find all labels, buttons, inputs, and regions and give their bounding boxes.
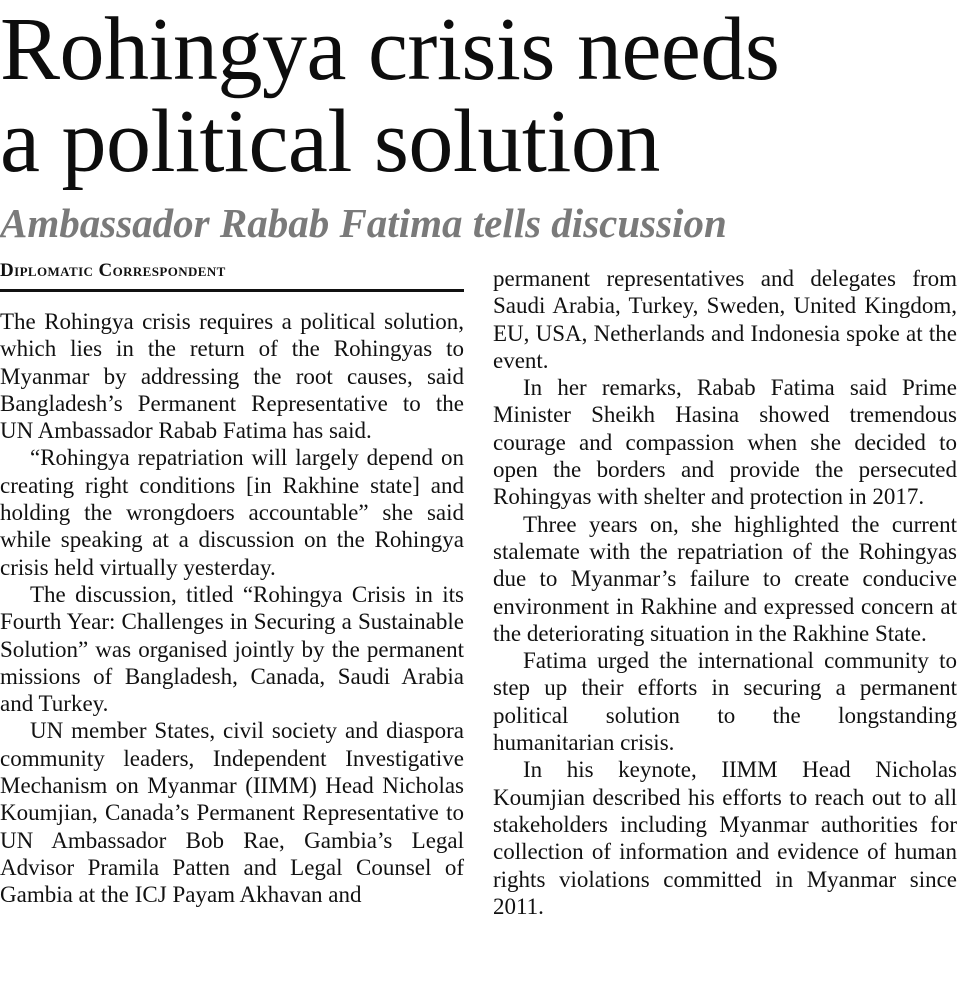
paragraph: “Rohingya repatriation will largely depend on creating right conditions [in Rakhine state] and holding the wrongdoers accountable” she said while speaking at a discussion on the Rohingya crisis held virtually yesterday. [0, 445, 464, 580]
article-column-left [0, 308, 464, 909]
paragraph: permanent representatives and delegates from Saudi Arabia, Turkey, Sweden, United Kingdom, EU, USA, Netherlands and Indonesia spoke at the event. [493, 266, 957, 373]
paragraph: The discussion, titled “Rohingya Crisis in its Fourth Year: Challenges in Securing a Sustainable Solution” was organised jointly by the permanent missions of Bangladesh, Canada, Saudi Arabia and Turkey. [0, 581, 464, 717]
paragraph: In his keynote, IIMM Head Nicholas Koumjian described his efforts to reach out to all stakeholders including Myanmar authorities for collection of information and evidence of human rights violations committed in Myanmar since 2011. [493, 757, 957, 919]
paragraph: Fatima urged the international community to step up their efforts in securing a permanent political solution to the longstanding humanitarian crisis. [493, 648, 957, 756]
headline-line-1: Rohingya crisis needs [0, 0, 780, 99]
subheadline: Ambassador Rabab Fatima tells discussion [0, 200, 727, 246]
headline [0, 0, 957, 191]
paragraph: Three years on, she highlighted the current stalemate with the repatriation of the Rohingyas due to Myanmar’s failure to create conducive environment in Rakhine and expressed concern at the deteriorating situation in the Rakhine State. [493, 511, 957, 646]
headline-line-2: a political solution [0, 92, 660, 191]
paragraph: In her remarks, Rabab Fatima said Prime Minister Sheikh Hasina showed tremendous courage and compassion when she decided to open the borders and provide the persecuted Rohingyas with shelter and protection in 2017. [493, 375, 957, 510]
paragraph: UN member States, civil society and diaspora community leaders, Independent Investigative Mechanism on Myanmar (IIMM) Head Nicholas Koumjian, Canada’s Permanent Representative to UN Ambassador Bob Rae, Gambia’s Legal Advisor Pramila Patten and Legal Counsel of Gambia at the ICJ Payam Akhavan and [0, 718, 464, 908]
byline: Diplomatic Correspondent [0, 259, 464, 292]
paragraph: The Rohingya crisis requires a political solution, which lies in the return of the Rohingyas to Myanmar by addressing the root causes, said Bangladesh’s Permanent Representative to the UN Ambassador Rabab Fatima has said. [0, 309, 464, 444]
article-column-right [493, 265, 957, 920]
